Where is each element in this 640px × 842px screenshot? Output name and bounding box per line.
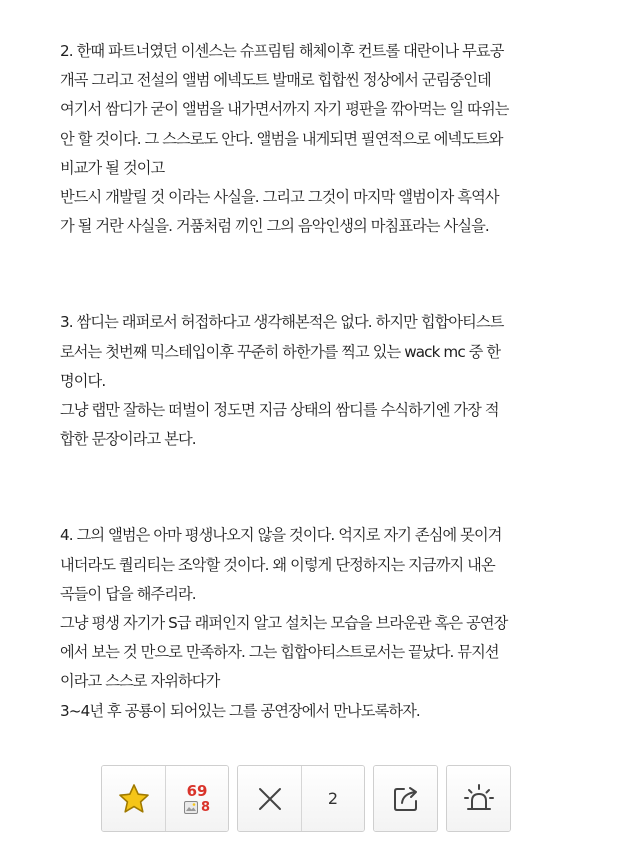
text-line: 여기서 쌈디가 굳이 앨범을 내가면서까지 자기 평판을 깎아먹는 일 따위는 — [60, 100, 509, 119]
text-line: 로서는 첫번째 믹스테입이후 꾸준히 하한가를 찍고 있는 wack mc 중 한 — [60, 342, 501, 361]
text-line: 그냥 평생 자기가 S급 래퍼인지 알고 설치는 모습을 브라운관 혹은 공연장 — [60, 614, 508, 633]
text-line: 비교가 될 것이고 — [60, 158, 165, 177]
text-line: 2. 한때 파트너였던 이센스는 슈프림팀 해체이후 컨트롤 대란이나 무료공 — [60, 42, 504, 60]
text-line: 명이다. — [60, 371, 106, 390]
report-button[interactable] — [447, 766, 510, 831]
recommend-count: 69 — [186, 781, 208, 800]
paragraph-4 — [60, 521, 600, 725]
report-group — [446, 765, 511, 832]
paragraph-spacer — [60, 454, 600, 521]
fixed-image-icon — [184, 801, 198, 814]
text-line: 그냥 랩만 잘하는 떠벌이 정도면 지금 상태의 쌈디를 수식하기엔 가장 적 — [60, 401, 499, 420]
text-line: 3~4년 후 공룡이 되어있는 그를 공연장에서 만나도록하자. — [60, 701, 420, 720]
text-line: 반드시 개발릴 것 이라는 사실을. 그리고 그것이 마지막 앨범이자 흑역사 — [60, 188, 499, 207]
dislike-count: 2 — [327, 789, 339, 808]
dislike-button[interactable] — [238, 766, 301, 831]
text-line: 개곡 그리고 전설의 앨범 에넥도트 발매로 힙합씬 정상에서 군림중인데 — [60, 71, 491, 90]
share-button[interactable] — [374, 766, 437, 831]
text-line: 3. 쌈디는 래퍼로서 허접하다고 생각해본적은 없다. 하지만 힙합아티스트 — [60, 313, 504, 332]
text-line: 이라고 스스로 자위하다가 — [60, 672, 220, 691]
text-line: 곡들이 답을 해주리라. — [60, 584, 196, 603]
paragraph-2 — [60, 37, 600, 241]
siren-icon — [462, 782, 496, 816]
close-x-icon — [255, 784, 285, 814]
fixed-count-group — [184, 801, 210, 815]
recommend-count-cell — [165, 766, 228, 831]
text-line: 내더라도 퀄리티는 조악할 것이다. 왜 이렇게 단정하지는 지금까지 내온 — [60, 555, 495, 574]
recommend-button[interactable] — [102, 766, 165, 831]
fixed-count: 8 — [200, 799, 211, 815]
share-icon — [390, 783, 422, 815]
recommend-group — [101, 765, 229, 832]
text-line: 합한 문장이라고 본다. — [60, 430, 196, 449]
text-line: 에서 보는 것 만으로 만족하자. 그는 힙합아티스트로서는 끝났다. 뮤지션 — [60, 643, 499, 662]
share-group — [373, 765, 438, 832]
paragraph-3 — [60, 308, 600, 454]
dislike-count-cell — [301, 766, 364, 831]
text-line: 4. 그의 앨범은 아마 평생나오지 않을 것이다. 억지로 자기 존심에 못이겨 — [60, 526, 502, 545]
article-body — [60, 37, 600, 726]
post-action-toolbar — [101, 765, 511, 832]
star-icon — [117, 782, 151, 816]
paragraph-spacer — [60, 241, 600, 308]
text-line: 안 할 것이다. 그 스스로도 안다. 앨범을 내게되면 필연적으로 에넥도트와 — [60, 129, 503, 148]
dislike-group — [237, 765, 365, 832]
text-line: 가 될 거란 사실을. 거품처럼 끼인 그의 음악인생의 마침표라는 사실을. — [60, 217, 489, 236]
